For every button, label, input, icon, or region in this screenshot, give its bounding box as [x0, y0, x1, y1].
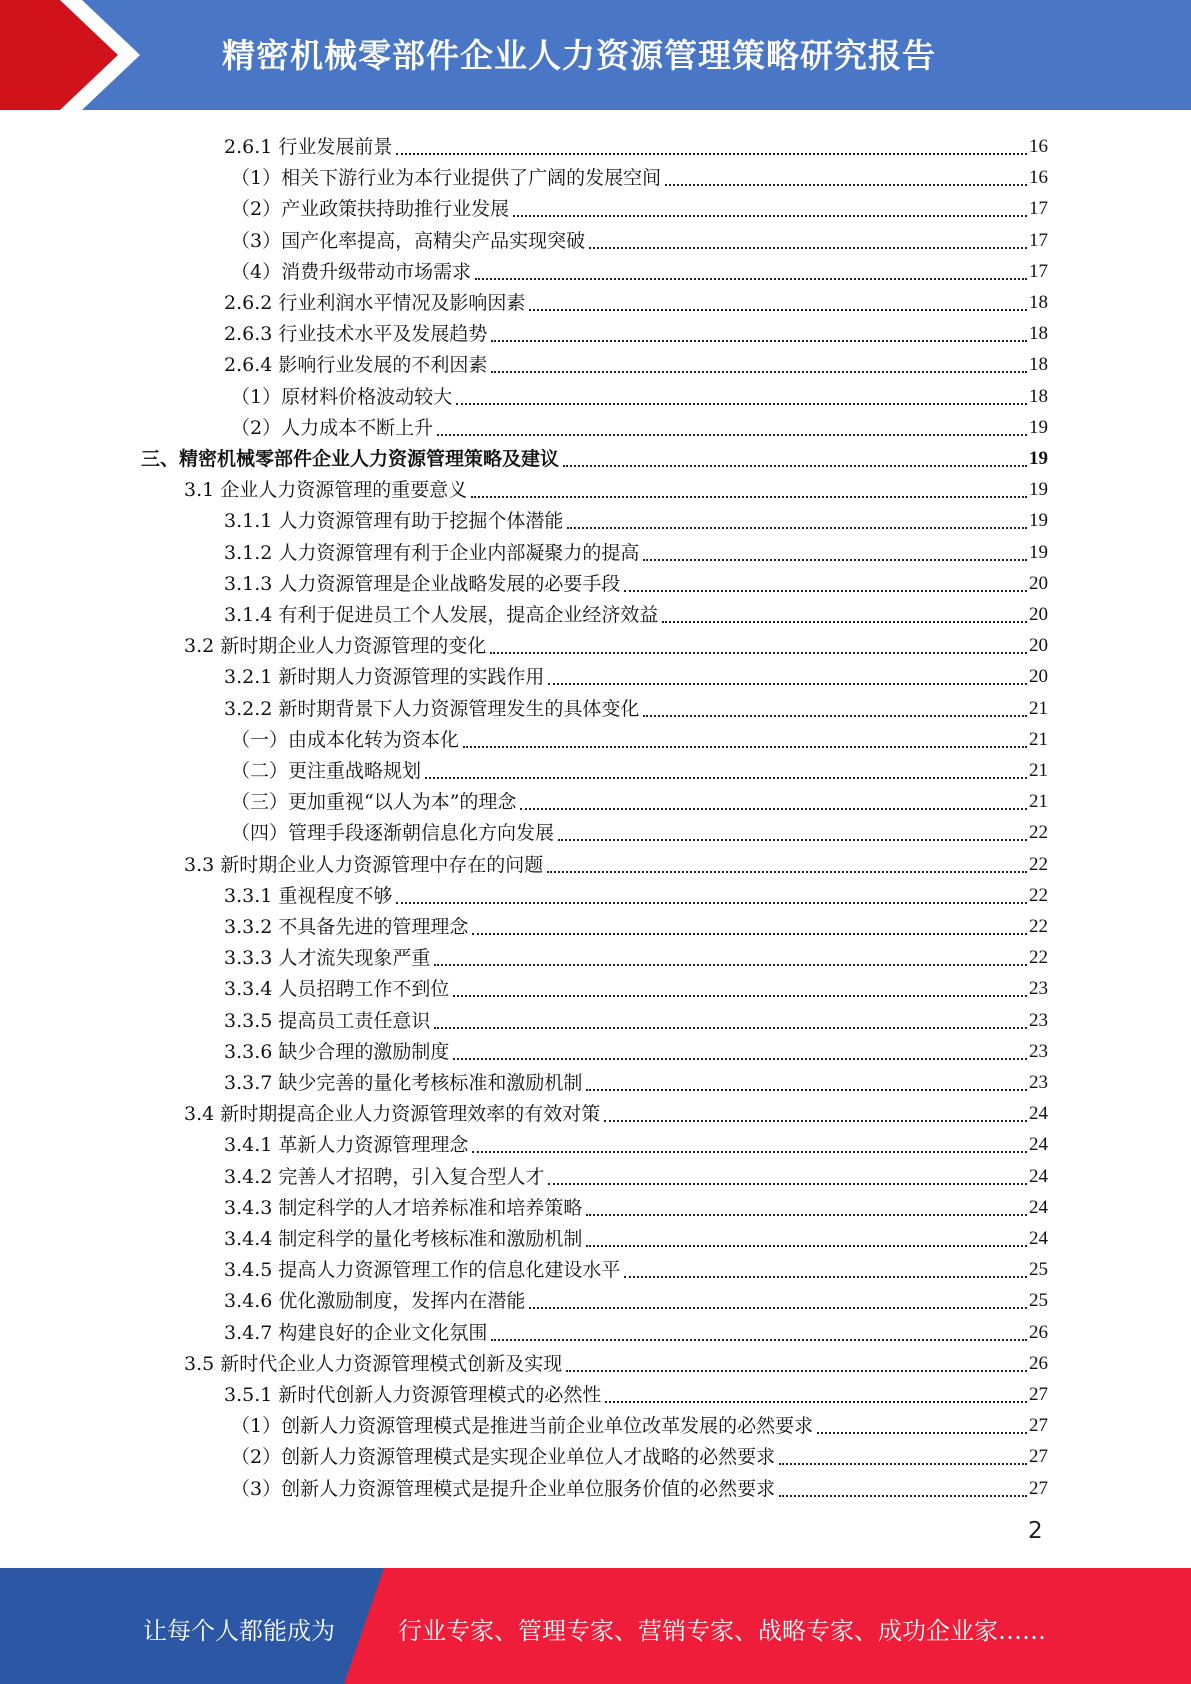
toc-entry[interactable]	[231, 253, 1048, 284]
toc-dot-leader	[548, 1163, 1027, 1185]
toc-dot-leader	[558, 819, 1027, 841]
toc-entry-page: 18	[1029, 385, 1048, 407]
toc-entry[interactable]	[224, 1251, 1048, 1282]
toc-entry-title: （3）国产化率提高，高精尖产品实现突破	[231, 229, 586, 252]
toc-entry[interactable]	[224, 1126, 1048, 1157]
toc-entry-title: 3.4.5 提高人力资源管理工作的信息化建设水平	[224, 1259, 621, 1282]
toc-entry-page: 21	[1029, 791, 1048, 813]
toc-entry-title: （三）更加重视“以人为本”的理念	[231, 791, 517, 814]
toc-entry-page: 20	[1029, 666, 1048, 688]
toc-entry-page: 19	[1029, 479, 1048, 501]
toc-entry-page: 25	[1029, 1259, 1048, 1281]
toc-entry[interactable]	[231, 721, 1048, 752]
toc-entry[interactable]	[224, 1064, 1048, 1095]
toc-entry-page: 24	[1029, 1134, 1048, 1156]
toc-entry-title: （2）产业政策扶持助推行业发展	[231, 198, 510, 221]
toc-entry[interactable]	[224, 1002, 1048, 1033]
toc-entry-page: 27	[1029, 1477, 1048, 1499]
toc-entry-title: 三、精密机械零部件企业人力资源管理策略及建议	[141, 448, 560, 470]
toc-entry-page: 27	[1029, 1415, 1048, 1437]
toc-entry[interactable]	[184, 471, 1048, 502]
toc-dot-leader	[456, 383, 1027, 405]
toc-entry-title: 3.5 新时代企业人力资源管理模式创新及实现	[184, 1352, 563, 1375]
toc-entry[interactable]	[224, 877, 1048, 908]
toc-entry-page: 22	[1029, 884, 1048, 906]
toc-entry-page: 19	[1029, 510, 1048, 532]
toc-dot-leader	[520, 788, 1027, 810]
toc-dot-leader	[513, 195, 1027, 217]
toc-entry[interactable]	[231, 1470, 1048, 1501]
toc-entry-title: 3.4 新时期提高企业人力资源管理效率的有效对策	[184, 1103, 601, 1126]
toc-dot-leader	[491, 1319, 1027, 1341]
toc-entry-page: 21	[1029, 697, 1048, 719]
toc-dot-leader	[396, 882, 1027, 904]
toc-entry-page: 24	[1029, 1228, 1048, 1249]
toc-entry-title: 2.6.1 行业发展前景	[224, 136, 393, 158]
toc-entry[interactable]	[231, 222, 1048, 253]
toc-entry-title: 2.6.2 行业利润水平情况及影响因素	[224, 292, 526, 314]
document-title: 精密机械零部件企业人力资源管理策略研究报告	[222, 36, 936, 75]
toc-entry-title: 3.3.3 人才流失现象严重	[224, 947, 431, 970]
toc-dot-leader	[643, 539, 1027, 561]
toc-dot-leader	[779, 1475, 1027, 1497]
toc-entry-page: 25	[1029, 1290, 1048, 1312]
toc-dot-leader	[529, 1287, 1027, 1309]
toc-entry-title: 3.3.5 提高员工责任意识	[224, 1009, 431, 1032]
toc-entry[interactable]	[224, 128, 1048, 159]
toc-entry[interactable]	[231, 378, 1048, 409]
toc-dot-leader	[624, 1256, 1027, 1278]
toc-entry-page: 16	[1029, 167, 1048, 189]
toc-dot-leader	[567, 507, 1027, 529]
toc-entry-page: 22	[1029, 916, 1048, 937]
toc-entry-page: 18	[1029, 323, 1048, 345]
toc-dot-leader	[529, 289, 1027, 311]
toc-entry-page: 22	[1029, 853, 1048, 875]
toc-entry-page: 17	[1029, 198, 1048, 220]
toc-entry-title: 3.3.2 不具备先进的管理理念	[224, 916, 469, 938]
toc-dot-leader	[463, 726, 1027, 748]
toc-entry-title: （1）原材料价格波动较大	[231, 385, 453, 408]
toc-entry[interactable]	[224, 315, 1048, 346]
toc-entry[interactable]	[224, 1314, 1048, 1345]
toc-entry-title: 3.3.7 缺少完善的量化考核标准和激励机制	[224, 1072, 583, 1094]
toc-entry[interactable]	[231, 409, 1048, 440]
toc-entry-title: 3.4.2 完善人才招聘，引入复合型人才	[224, 1165, 545, 1188]
toc-dot-leader	[589, 227, 1027, 249]
toc-entry-page: 19	[1029, 541, 1048, 563]
toc-entry[interactable]	[184, 1095, 1048, 1126]
toc-dot-leader	[566, 1350, 1027, 1372]
toc-dot-leader	[605, 1381, 1027, 1403]
toc-entry-page: 22	[1029, 947, 1048, 969]
toc-dot-leader	[471, 476, 1027, 498]
toc-dot-leader	[472, 1131, 1027, 1153]
toc-entry-page: 22	[1029, 822, 1048, 844]
toc-entry-title: 3.1.2 人力资源管理有利于企业内部凝聚力的提高	[224, 541, 640, 564]
toc-entry-page: 20	[1029, 572, 1048, 594]
toc-dot-leader	[586, 1069, 1027, 1091]
toc-entry-title: （3）创新人力资源管理模式是提升企业单位服务价值的必然要求	[231, 1477, 776, 1500]
toc-entry-page: 21	[1029, 760, 1048, 781]
toc-entry-page: 17	[1029, 260, 1048, 282]
toc-entry-title: （4）消费升级带动市场需求	[231, 260, 472, 283]
toc-entry-page: 26	[1029, 1321, 1048, 1343]
toc-dot-leader	[643, 695, 1027, 717]
toc-entry-title: 3.5.1 新时代创新人力资源管理模式的必然性	[224, 1384, 602, 1406]
toc-dot-leader	[547, 851, 1027, 873]
header-arrow-decoration	[0, 0, 150, 110]
toc-entry[interactable]	[231, 752, 1048, 783]
footer-slogan-left: 让每个人都能成为	[143, 1617, 335, 1645]
toc-entry-page: 23	[1029, 1072, 1048, 1093]
toc-dot-leader	[665, 164, 1027, 186]
toc-entry[interactable]	[231, 814, 1048, 845]
toc-entry-title: 3.3.6 缺少合理的激励制度	[224, 1040, 450, 1063]
toc-entry-page: 24	[1029, 1196, 1048, 1218]
toc-entry[interactable]	[224, 658, 1048, 689]
toc-entry-title: 3.3 新时期企业人力资源管理中存在的问题	[184, 853, 544, 876]
toc-entry-title: 3.2.2 新时期背景下人力资源管理发生的具体变化	[224, 697, 640, 720]
toc-entry-page: 23	[1029, 1040, 1048, 1062]
toc-entry-title: 3.2.1 新时期人力资源管理的实践作用	[224, 666, 545, 689]
toc-dot-leader	[437, 414, 1027, 436]
toc-entry[interactable]	[231, 1438, 1048, 1469]
toc-dot-leader	[490, 632, 1027, 654]
footer-banner	[0, 1568, 1191, 1684]
toc-entry[interactable]	[224, 908, 1048, 939]
toc-entry-page: 27	[1029, 1384, 1048, 1405]
toc-dot-leader	[396, 133, 1027, 155]
toc-dot-leader	[624, 570, 1027, 592]
toc-entry-title: 3.3.4 人员招聘工作不到位	[224, 978, 450, 1001]
toc-entry-title: （2）人力成本不断上升	[231, 416, 434, 439]
toc-entry-page: 16	[1029, 136, 1048, 157]
toc-entry-title: 3.1.4 有利于促进员工个人发展，提高企业经济效益	[224, 604, 659, 626]
toc-entry[interactable]	[231, 1407, 1048, 1438]
toc-entry-title: 3.4.7 构建良好的企业文化氛围	[224, 1321, 488, 1344]
toc-entry[interactable]	[224, 346, 1048, 377]
toc-entry[interactable]	[184, 627, 1048, 658]
toc-entry-title: （1）相关下游行业为本行业提供了广阔的发展空间	[231, 167, 662, 190]
toc-dot-leader	[453, 1038, 1027, 1060]
header-banner	[0, 0, 1191, 110]
toc-entry-page: 23	[1029, 978, 1048, 1000]
toc-entry-title: 3.2 新时期企业人力资源管理的变化	[184, 635, 487, 658]
toc-entry[interactable]	[224, 1189, 1048, 1220]
toc-entry[interactable]	[224, 970, 1048, 1001]
toc-entry-page: 23	[1029, 1009, 1048, 1031]
toc-entry[interactable]	[184, 846, 1048, 877]
toc-dot-leader	[434, 1007, 1027, 1029]
toc-dot-leader	[491, 320, 1027, 342]
toc-entry[interactable]	[224, 502, 1048, 533]
toc-entry-page: 20	[1029, 635, 1048, 657]
toc-entry[interactable]	[224, 1282, 1048, 1313]
toc-entry-page: 24	[1029, 1103, 1048, 1125]
toc-entry[interactable]	[224, 1376, 1048, 1407]
toc-entry-title: （四）管理手段逐渐朝信息化方向发展	[231, 822, 555, 845]
toc-entry-title: 2.6.4 影响行业发展的不利因素	[224, 354, 488, 377]
toc-entry[interactable]	[224, 1220, 1048, 1251]
toc-entry-title: 3.1.1 人力资源管理有助于挖掘个体潜能	[224, 510, 564, 533]
toc-entry-page: 18	[1029, 354, 1048, 376]
toc-entry-title: （一）由成本化转为资本化	[231, 728, 460, 751]
toc-entry-title: 3.1.3 人力资源管理是企业战略发展的必要手段	[224, 572, 621, 595]
toc-entry-title: 3.4.1 革新人力资源管理理念	[224, 1134, 469, 1157]
toc-dot-leader	[604, 1100, 1027, 1122]
toc-dot-leader	[548, 663, 1027, 685]
toc-entry-title: 3.4.4 制定科学的量化考核标准和激励机制	[224, 1228, 583, 1250]
toc-entry-page: 19	[1029, 416, 1048, 438]
toc-entry-title: （1）创新人力资源管理模式是推进当前企业单位改革发展的必然要求	[231, 1415, 814, 1438]
toc-dot-leader	[586, 1194, 1027, 1216]
toc-entry[interactable]	[224, 1033, 1048, 1064]
toc-entry-title: 3.4.3 制定科学的人才培养标准和培养策略	[224, 1196, 583, 1219]
toc-entry-page: 19	[1029, 448, 1048, 469]
toc-entry[interactable]	[224, 1158, 1048, 1189]
toc-entry[interactable]	[231, 190, 1048, 221]
toc-dot-leader	[779, 1443, 1027, 1465]
toc-entry[interactable]	[224, 690, 1048, 721]
page-number: 2	[1028, 1518, 1043, 1544]
toc-entry-page: 18	[1029, 292, 1048, 313]
toc-entry-title: （2）创新人力资源管理模式是实现企业单位人才战略的必然要求	[231, 1446, 776, 1469]
toc-dot-leader	[472, 913, 1027, 935]
toc-entry-page: 27	[1029, 1446, 1048, 1468]
toc-entry-title: （二）更注重战略规划	[231, 760, 422, 782]
toc-entry[interactable]	[231, 783, 1048, 814]
toc-entry-title: 2.6.3 行业技术水平及发展趋势	[224, 323, 488, 346]
toc-entry-title: 3.1 企业人力资源管理的重要意义	[184, 479, 468, 502]
toc-entry[interactable]	[224, 534, 1048, 565]
toc-entry[interactable]	[224, 596, 1048, 627]
toc-dot-leader	[434, 944, 1027, 966]
toc-entry-page: 17	[1029, 229, 1048, 251]
toc-dot-leader	[491, 351, 1027, 373]
toc-entry-page: 20	[1029, 604, 1048, 625]
toc-dot-leader	[453, 975, 1027, 997]
toc-entry-page: 21	[1029, 728, 1048, 750]
toc-entry-page: 26	[1029, 1352, 1048, 1374]
toc-dot-leader	[475, 258, 1027, 280]
toc-entry-page: 24	[1029, 1165, 1048, 1187]
toc-dot-leader	[662, 601, 1027, 623]
toc-entry-title: 3.4.6 优化激励制度，发挥内在潜能	[224, 1290, 526, 1313]
toc-entry[interactable]	[231, 159, 1048, 190]
toc-dot-leader	[817, 1412, 1027, 1434]
toc-dot-leader	[586, 1225, 1027, 1247]
toc-entry[interactable]	[224, 939, 1048, 970]
toc-chapter-entry[interactable]	[141, 440, 1048, 471]
toc-dot-leader	[563, 445, 1027, 467]
toc-entry[interactable]	[224, 284, 1048, 315]
toc-dot-leader	[425, 757, 1027, 779]
toc-entry-title: 3.3.1 重视程度不够	[224, 884, 393, 907]
footer-slogan-right: 行业专家、管理专家、营销专家、战略专家、成功企业家……	[398, 1617, 1046, 1645]
toc-entry[interactable]	[184, 1345, 1048, 1376]
toc-entry[interactable]	[224, 565, 1048, 596]
